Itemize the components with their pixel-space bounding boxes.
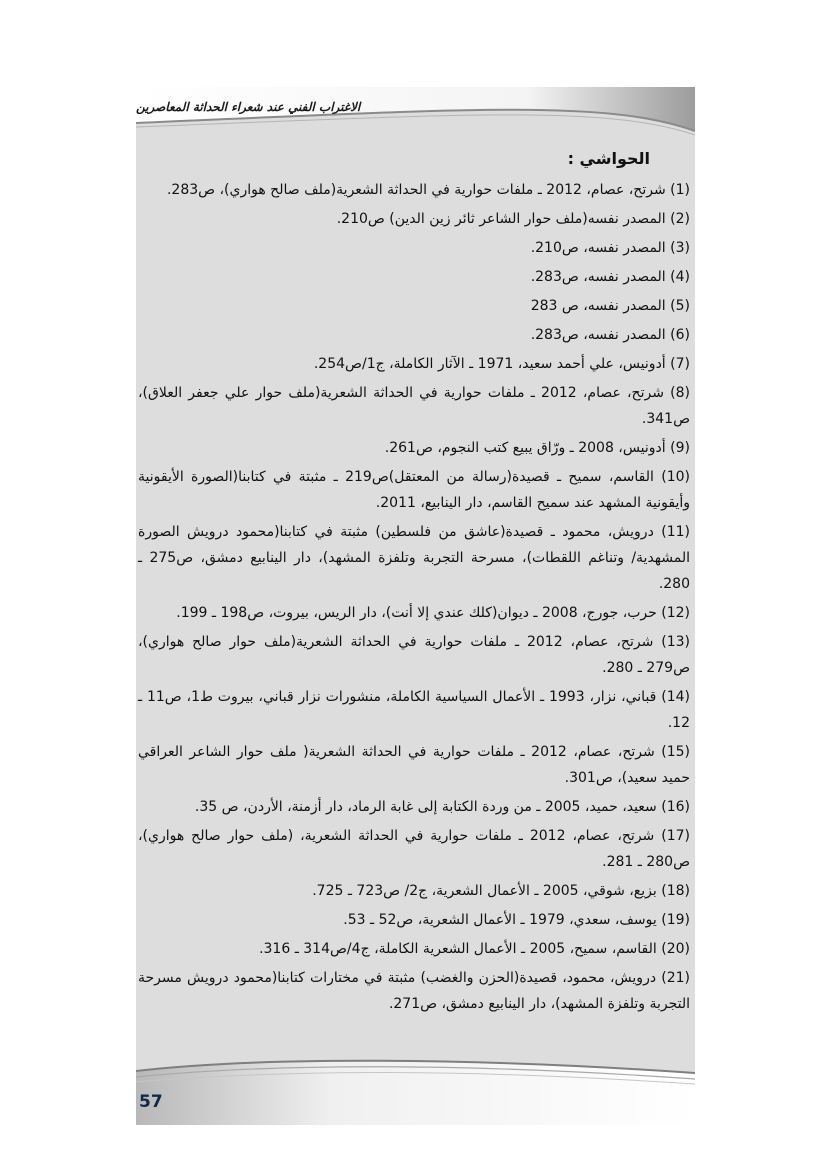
footnote-item: (9) أدونيس، 2008 ـ ورّاق يبيع كتب النجوم، ص261. (384, 440, 690, 456)
running-header-title: الاغتراب الفني عند شعراء الحداثة المعاصرين (136, 100, 361, 114)
footnote-item: (2) المصدر نفسه(ملف حوار الشاعر ثائر زين الدين) ص210. (336, 211, 690, 227)
footnote-item: (11) درويش، محمود ـ قصيدة(عاشق من فلسطين) مثبتة في كتابنا(محمود درويش الصورة المشهدية/ وتناغم اللقطات)، مسرحة التجربة وتلفزة المشهد)، دار الينابيع دمشق، ص275 ـ 280. (138, 524, 690, 592)
footnote-item: (4) المصدر نفسه، ص283. (530, 269, 690, 285)
footnote-item: (10) القاسم، سميح ـ قصيدة(رسالة من المعتقل)ص219 ـ مثبتة في كتابنا(الصورة الأيقونية وأيقونية المشهد عند سميح القاسم، دار الينابيع، 2011. (138, 469, 690, 511)
footer-decoration (136, 1051, 695, 1125)
footnote-item: (7) أدونيس، علي أحمد سعيد، 1971 ـ الآثار الكاملة، ج1/ص254. (313, 356, 690, 372)
footnote-item: (1) شرتح، عصام، 2012 ـ ملفات حوارية في الحداثة الشعرية(ملف صالح هواري)، ص283. (166, 182, 690, 198)
footnote-item: (15) شرتح، عصام، 2012 ـ ملفات حوارية في الحداثة الشعرية( ملف حوار الشاعر العراقي حميد سعيد)، ص301. (138, 744, 690, 786)
footnote-item: (14) قباني، نزار، 1993 ـ الأعمال السياسية الكاملة، منشورات نزار قباني، بيروت ط1، ص11 ـ 12. (138, 689, 690, 731)
footnote-item: (18) بزيع، شوقي، 2005 ـ الأعمال الشعرية، ج2/ ص723 ـ 725. (312, 883, 690, 899)
footnote-item: (6) المصدر نفسه، ص283. (530, 327, 690, 343)
footnote-item: (16) سعيد، حميد، 2005 ـ من وردة الكتابة إلى غابة الرماد، دار أزمنة، الأردن، ص 35. (194, 799, 690, 815)
footnote-item: (3) المصدر نفسه، ص210. (530, 240, 690, 256)
footnote-item: (19) يوسف، سعدي، 1979 ـ الأعمال الشعرية، ص52 ـ 53. (343, 912, 690, 928)
document-page (136, 87, 695, 1125)
footnote-item: (21) درويش، محمود، قصيدة(الحزن والغضب) مثبتة في مختارات كتابنا(محمود درويش مسرحة التجربة وتلفزة المشهد)، دار الينابيع دمشق، ص271. (138, 970, 690, 1012)
page-number: 57 (139, 1092, 163, 1112)
footnote-item: (5) المصدر نفسه، ص 283 (530, 298, 690, 314)
notes-heading: الحواشي : (567, 149, 650, 168)
footnote-item: (8) شرتح، عصام، 2012 ـ ملفات حوارية في الحداثة الشعرية(ملف حوار علي جعفر العلاق)، ص341. (138, 385, 690, 427)
footnote-item: (17) شرتح، عصام، 2012 ـ ملفات حوارية في الحداثة الشعرية، (ملف حوار صالح هواري)، ص280 ـ 281. (138, 828, 690, 870)
footnote-item: (12) حرب، جورج، 2008 ـ ديوان(كلك عندي إلا أنت)، دار الريس، بيروت، ص198 ـ 199. (176, 605, 690, 621)
footnotes-list (138, 177, 690, 1020)
footnote-item: (13) شرتح، عصام، 2012 ـ ملفات حوارية في الحداثة الشعرية(ملف حوار صالح هواري)، ص279 ـ 280. (138, 634, 690, 676)
footnote-item: (20) القاسم، سميح، 2005 ـ الأعمال الشعرية الكاملة، ج4/ص314 ـ 316. (259, 941, 690, 957)
